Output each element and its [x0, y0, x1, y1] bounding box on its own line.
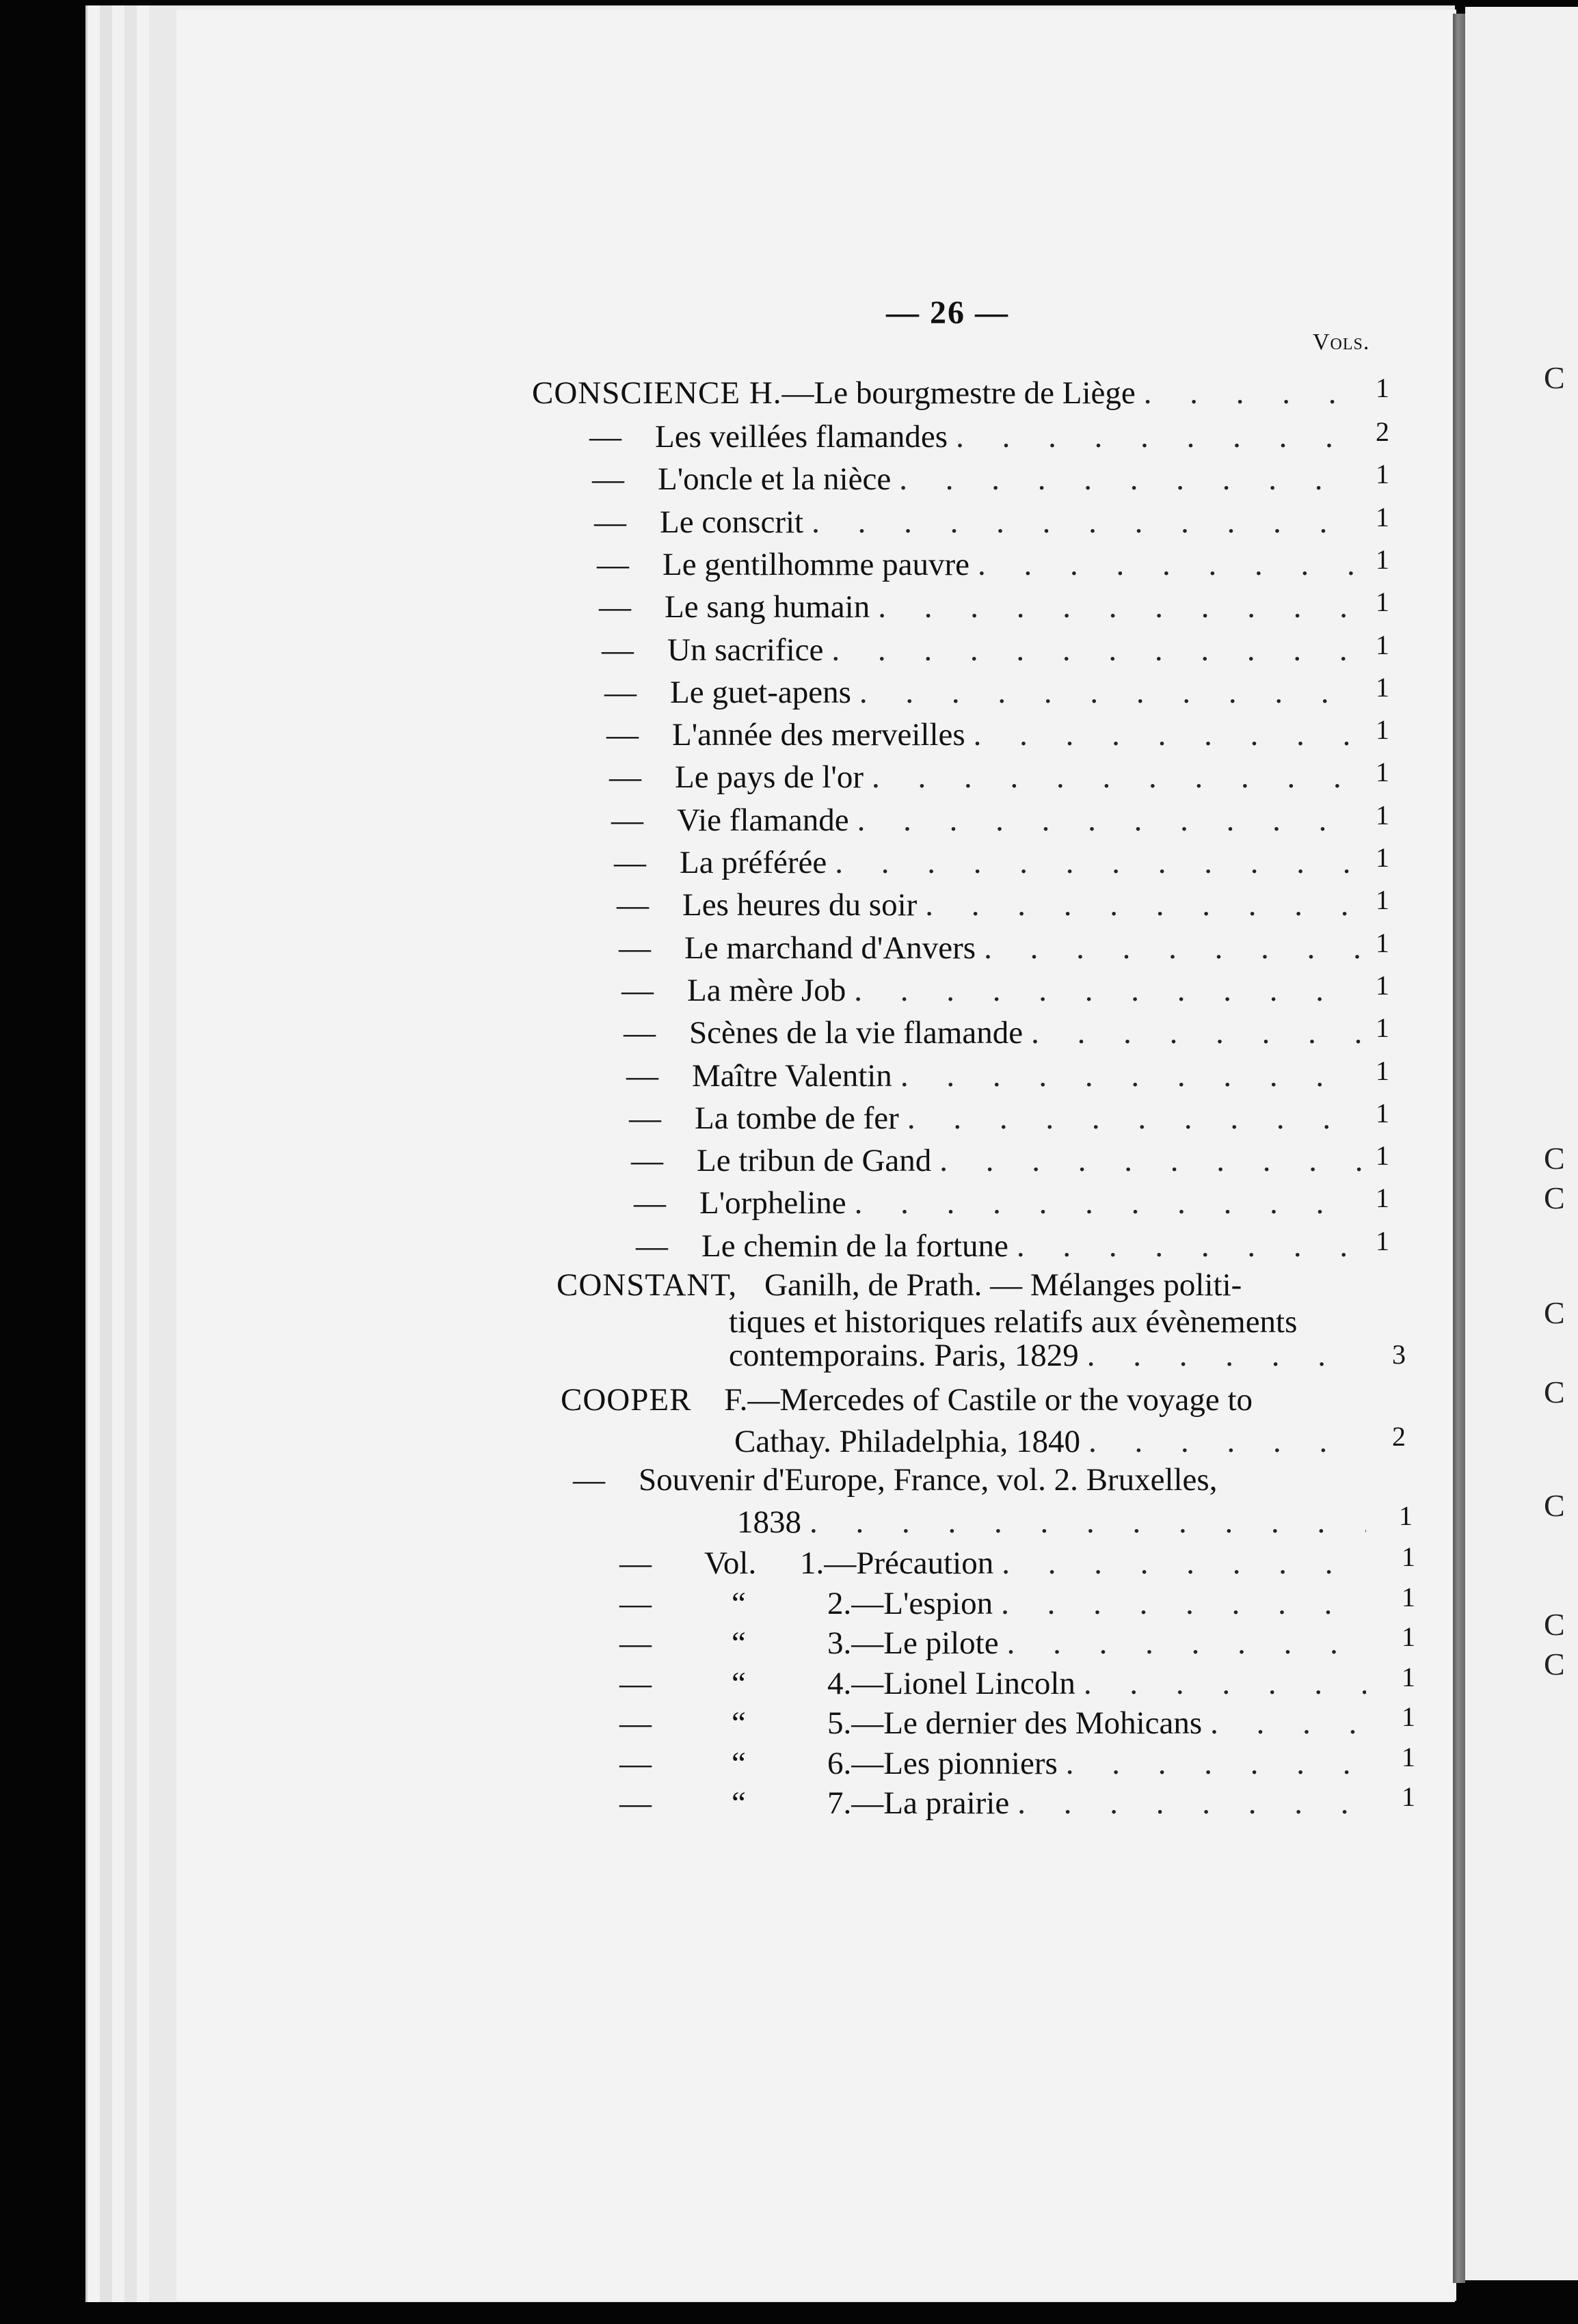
volume-count: 1 — [1376, 928, 1389, 958]
facing-page-letter: C — [1544, 1607, 1565, 1642]
vol-label: Vol. — [704, 1545, 757, 1581]
ditto-dash: — — [619, 1545, 652, 1581]
ditto-mark: “ — [732, 1705, 746, 1741]
dot-leader — [1023, 1017, 1362, 1049]
entry-title: Le sang humain — [665, 589, 870, 625]
ditto-dash: — — [609, 759, 641, 795]
catalog-entry-line — [734, 1426, 1363, 1458]
dot-leader — [864, 761, 1362, 794]
volume-count: 1 — [1402, 1662, 1415, 1692]
volume-count: 1 — [1376, 586, 1389, 617]
entry-title: La tombe de fer — [695, 1100, 899, 1136]
volume-count: 1 — [1376, 373, 1389, 403]
catalog-entry — [609, 761, 1362, 794]
catalog-entry — [604, 677, 1362, 709]
dot-leader — [999, 1627, 1366, 1660]
volume-count: 1 — [1402, 1742, 1415, 1772]
entry-title: Scènes de la vie flamande — [689, 1015, 1024, 1051]
catalog-entry — [626, 1060, 1362, 1092]
vols-column-header: Vols. — [1313, 329, 1370, 355]
catalog-entry-line — [737, 1506, 1366, 1539]
catalog-entry — [573, 1464, 1217, 1496]
dot-leader — [948, 421, 1362, 453]
entry-title: Le tribun de Gand — [697, 1143, 932, 1178]
entry-title: La mère Job — [687, 973, 846, 1008]
entry-title: —Les pionniers — [851, 1746, 1058, 1781]
dot-leader — [899, 1103, 1362, 1135]
facing-page-letter: C — [1544, 1488, 1565, 1523]
dot-leader — [993, 1588, 1366, 1620]
ditto-dash: — — [631, 1143, 663, 1178]
volume-number: 1. — [800, 1545, 825, 1581]
volume-count: 1 — [1402, 1541, 1415, 1572]
dot-leader — [846, 975, 1362, 1007]
catalog-entry-line — [729, 1340, 1362, 1372]
ditto-dash: — — [636, 1228, 668, 1264]
ditto-dash: — — [599, 589, 631, 625]
volume-count: 1 — [1376, 1226, 1389, 1256]
volume-count: 1 — [1376, 459, 1389, 489]
dot-leader — [849, 805, 1362, 837]
volume-count: 1 — [1376, 1140, 1389, 1171]
ditto-dash: — — [619, 930, 651, 966]
volume-count: 1 — [1402, 1621, 1415, 1652]
ditto-dash: — — [597, 547, 629, 582]
volume-count: 1 — [1376, 970, 1389, 1001]
ditto-mark: “ — [732, 1586, 746, 1621]
catalog-entry — [619, 1588, 1366, 1620]
ditto-dash: — — [624, 1015, 656, 1051]
dot-leader — [1136, 377, 1362, 409]
catalog-entry — [617, 889, 1362, 921]
volume-number: 5. — [827, 1705, 852, 1741]
facing-page-letter: C — [1544, 1647, 1565, 1681]
volume-number: 3. — [827, 1625, 852, 1661]
entry-title: —L'espion — [851, 1586, 993, 1621]
entry-title: —Le bourgmestre de Liège — [781, 375, 1136, 411]
dot-leader — [851, 677, 1362, 709]
dot-leader — [1008, 1230, 1362, 1262]
entry-title: Le pays de l'or — [675, 759, 864, 795]
entry-title: —Précaution — [824, 1545, 994, 1581]
volume-number: 6. — [827, 1746, 852, 1781]
volume-count: 1 — [1402, 1582, 1415, 1612]
catalog-entry-cooper — [561, 1381, 1253, 1420]
catalog-entry — [619, 1545, 1366, 1581]
dot-leader — [891, 463, 1362, 496]
volume-count: 1 — [1376, 1098, 1389, 1129]
dot-leader — [827, 847, 1362, 879]
catalog-entry — [597, 549, 1362, 581]
catalog-entry — [619, 1748, 1366, 1780]
facing-page-letter: C — [1544, 1180, 1565, 1215]
ditto-dash: — — [619, 1746, 652, 1781]
entry-title: L'orpheline — [699, 1185, 846, 1221]
volume-count: 1 — [1376, 800, 1389, 830]
ditto-mark: “ — [732, 1666, 746, 1701]
volume-count: 1 — [1402, 1781, 1415, 1812]
catalog-entry — [594, 506, 1362, 539]
entry-title: —Le dernier des Mohicans — [851, 1705, 1203, 1741]
volume-count: 1 — [1376, 1183, 1389, 1213]
catalog-entry — [631, 1145, 1362, 1177]
entry-title: —La prairie — [851, 1785, 1010, 1821]
dot-leader — [803, 506, 1362, 539]
entry-title: Maître Valentin — [692, 1058, 892, 1094]
ditto-dash: — — [617, 887, 649, 923]
page-number: — 26 — — [886, 295, 1009, 331]
entry-title: La préférée — [680, 845, 827, 880]
ditto-dash: — — [634, 1185, 666, 1221]
catalog-entry — [606, 719, 1362, 751]
catalog-entry-constant — [557, 1266, 1242, 1305]
dot-leader — [969, 549, 1362, 581]
catalog-entry — [619, 1787, 1366, 1820]
catalog-entry — [624, 1017, 1362, 1049]
volume-count: 1 — [1376, 1055, 1389, 1086]
entry-title: Le marchand d'Anvers — [684, 930, 976, 966]
catalog-entry — [619, 1627, 1366, 1660]
entry-title: Les veillées flamandes — [655, 419, 948, 455]
dot-leader — [1202, 1707, 1366, 1740]
dot-leader — [1079, 1340, 1362, 1372]
facing-page-letter: C — [1544, 1141, 1565, 1176]
ditto-dash: — — [629, 1100, 661, 1136]
volume-count: 1 — [1376, 544, 1389, 575]
volume-count: 1 — [1376, 1012, 1389, 1043]
volume-count: 1 — [1376, 672, 1389, 703]
catalog-entry — [629, 1100, 1362, 1136]
ditto-dash: — — [619, 1785, 652, 1821]
ditto-dash: — — [621, 973, 654, 1008]
dot-leader — [846, 1187, 1362, 1219]
catalog-entry — [589, 421, 1362, 453]
dot-leader — [870, 591, 1362, 623]
dot-leader — [823, 634, 1362, 666]
ditto-dash: — — [602, 632, 634, 668]
catalog-entry — [614, 847, 1362, 879]
entry-title-line: 1838 — [737, 1504, 801, 1540]
catalog-entry — [592, 463, 1362, 496]
entry-title: —Le pilote — [851, 1625, 999, 1661]
ditto-dash: — — [592, 461, 624, 497]
ditto-dash: — — [626, 1058, 658, 1094]
facing-page-letter: C — [1544, 1295, 1565, 1330]
ditto-dash: — — [619, 1705, 652, 1741]
catalog-entry — [619, 932, 1362, 964]
entry-title-line: Ganilh, de Prath. — Mélanges politi- — [764, 1267, 1242, 1303]
ditto-mark: “ — [732, 1785, 746, 1821]
entry-title-line: tiques et historiques relatifs aux évènements — [729, 1304, 1298, 1340]
author-name: CONSTANT, — [557, 1267, 738, 1303]
entry-title: Le chemin de la fortune — [701, 1228, 1008, 1264]
ditto-dash: — — [573, 1462, 605, 1498]
dot-leader — [1075, 1668, 1366, 1700]
entry-title-line: Souvenir d'Europe, France, vol. 2. Bruxelles, — [639, 1462, 1218, 1498]
ditto-dash: — — [619, 1586, 652, 1621]
entry-title: Les heures du soir — [682, 887, 918, 923]
catalog-entry — [619, 1707, 1366, 1740]
entry-title: L'année des merveilles — [672, 717, 965, 753]
entry-title-line: contemporains. Paris, 1829 — [729, 1338, 1079, 1373]
catalog-entry — [599, 591, 1362, 623]
volume-count: 1 — [1376, 884, 1389, 915]
dot-leader — [1009, 1787, 1366, 1820]
volume-count: 1 — [1376, 842, 1389, 873]
author-name: COOPER — [561, 1382, 692, 1418]
dot-leader — [917, 889, 1362, 921]
facing-page-letter: C — [1544, 1375, 1565, 1409]
catalog-entry — [602, 634, 1362, 666]
volume-count: 3 — [1392, 1339, 1406, 1370]
entry-title: Le conscrit — [660, 504, 804, 540]
entry-title: Un sacrifice — [667, 632, 824, 668]
author-name: CONSCIENCE H. — [532, 375, 782, 411]
entry-title-line: F.—Mercedes of Castile or the voyage to — [724, 1382, 1253, 1418]
dot-leader — [965, 719, 1362, 751]
catalog-entry — [634, 1187, 1362, 1219]
catalog-entry — [636, 1230, 1362, 1262]
entry-title: Le gentilhomme pauvre — [663, 547, 969, 582]
ditto-dash: — — [606, 717, 639, 753]
volume-number: 2. — [827, 1586, 852, 1621]
ditto-mark: “ — [732, 1746, 746, 1781]
dot-leader — [1058, 1748, 1366, 1780]
entry-title: L'oncle et la nièce — [658, 461, 892, 497]
ditto-mark: “ — [732, 1625, 746, 1661]
ditto-dash: — — [614, 845, 646, 880]
volume-number: 7. — [827, 1785, 852, 1821]
dot-leader — [976, 932, 1362, 964]
volume-count: 1 — [1399, 1500, 1413, 1531]
entry-title: Le guet-apens — [670, 675, 851, 710]
volume-count: 1 — [1376, 502, 1389, 532]
dot-leader — [1080, 1426, 1363, 1458]
dot-leader — [801, 1506, 1366, 1539]
facing-page-letter: C — [1544, 360, 1565, 395]
catalog-entry — [532, 377, 1362, 409]
dot-leader — [892, 1060, 1362, 1092]
volume-count: 1 — [1376, 630, 1389, 660]
entry-title-line: Cathay. Philadelphia, 1840 — [734, 1424, 1081, 1459]
catalog-entry — [621, 975, 1362, 1007]
volume-count: 1 — [1402, 1701, 1415, 1732]
volume-count: 1 — [1376, 757, 1389, 787]
ditto-dash: — — [619, 1666, 652, 1701]
entry-title: Vie flamande — [677, 802, 849, 838]
dot-leader — [931, 1145, 1362, 1177]
entry-title: —Lionel Lincoln — [851, 1666, 1075, 1701]
volume-count: 2 — [1376, 416, 1389, 447]
catalog-entry — [619, 1668, 1366, 1700]
ditto-dash: — — [604, 675, 637, 710]
volume-number: 4. — [827, 1666, 852, 1701]
book-gutter — [1453, 14, 1465, 2283]
ditto-dash: — — [619, 1625, 652, 1661]
volume-count: 2 — [1392, 1421, 1406, 1452]
ditto-dash: — — [594, 504, 626, 540]
volume-count: 1 — [1376, 714, 1389, 745]
dot-leader — [993, 1548, 1366, 1580]
ditto-dash: — — [611, 802, 643, 838]
catalog-entry — [611, 802, 1362, 838]
ditto-dash: — — [589, 419, 621, 455]
